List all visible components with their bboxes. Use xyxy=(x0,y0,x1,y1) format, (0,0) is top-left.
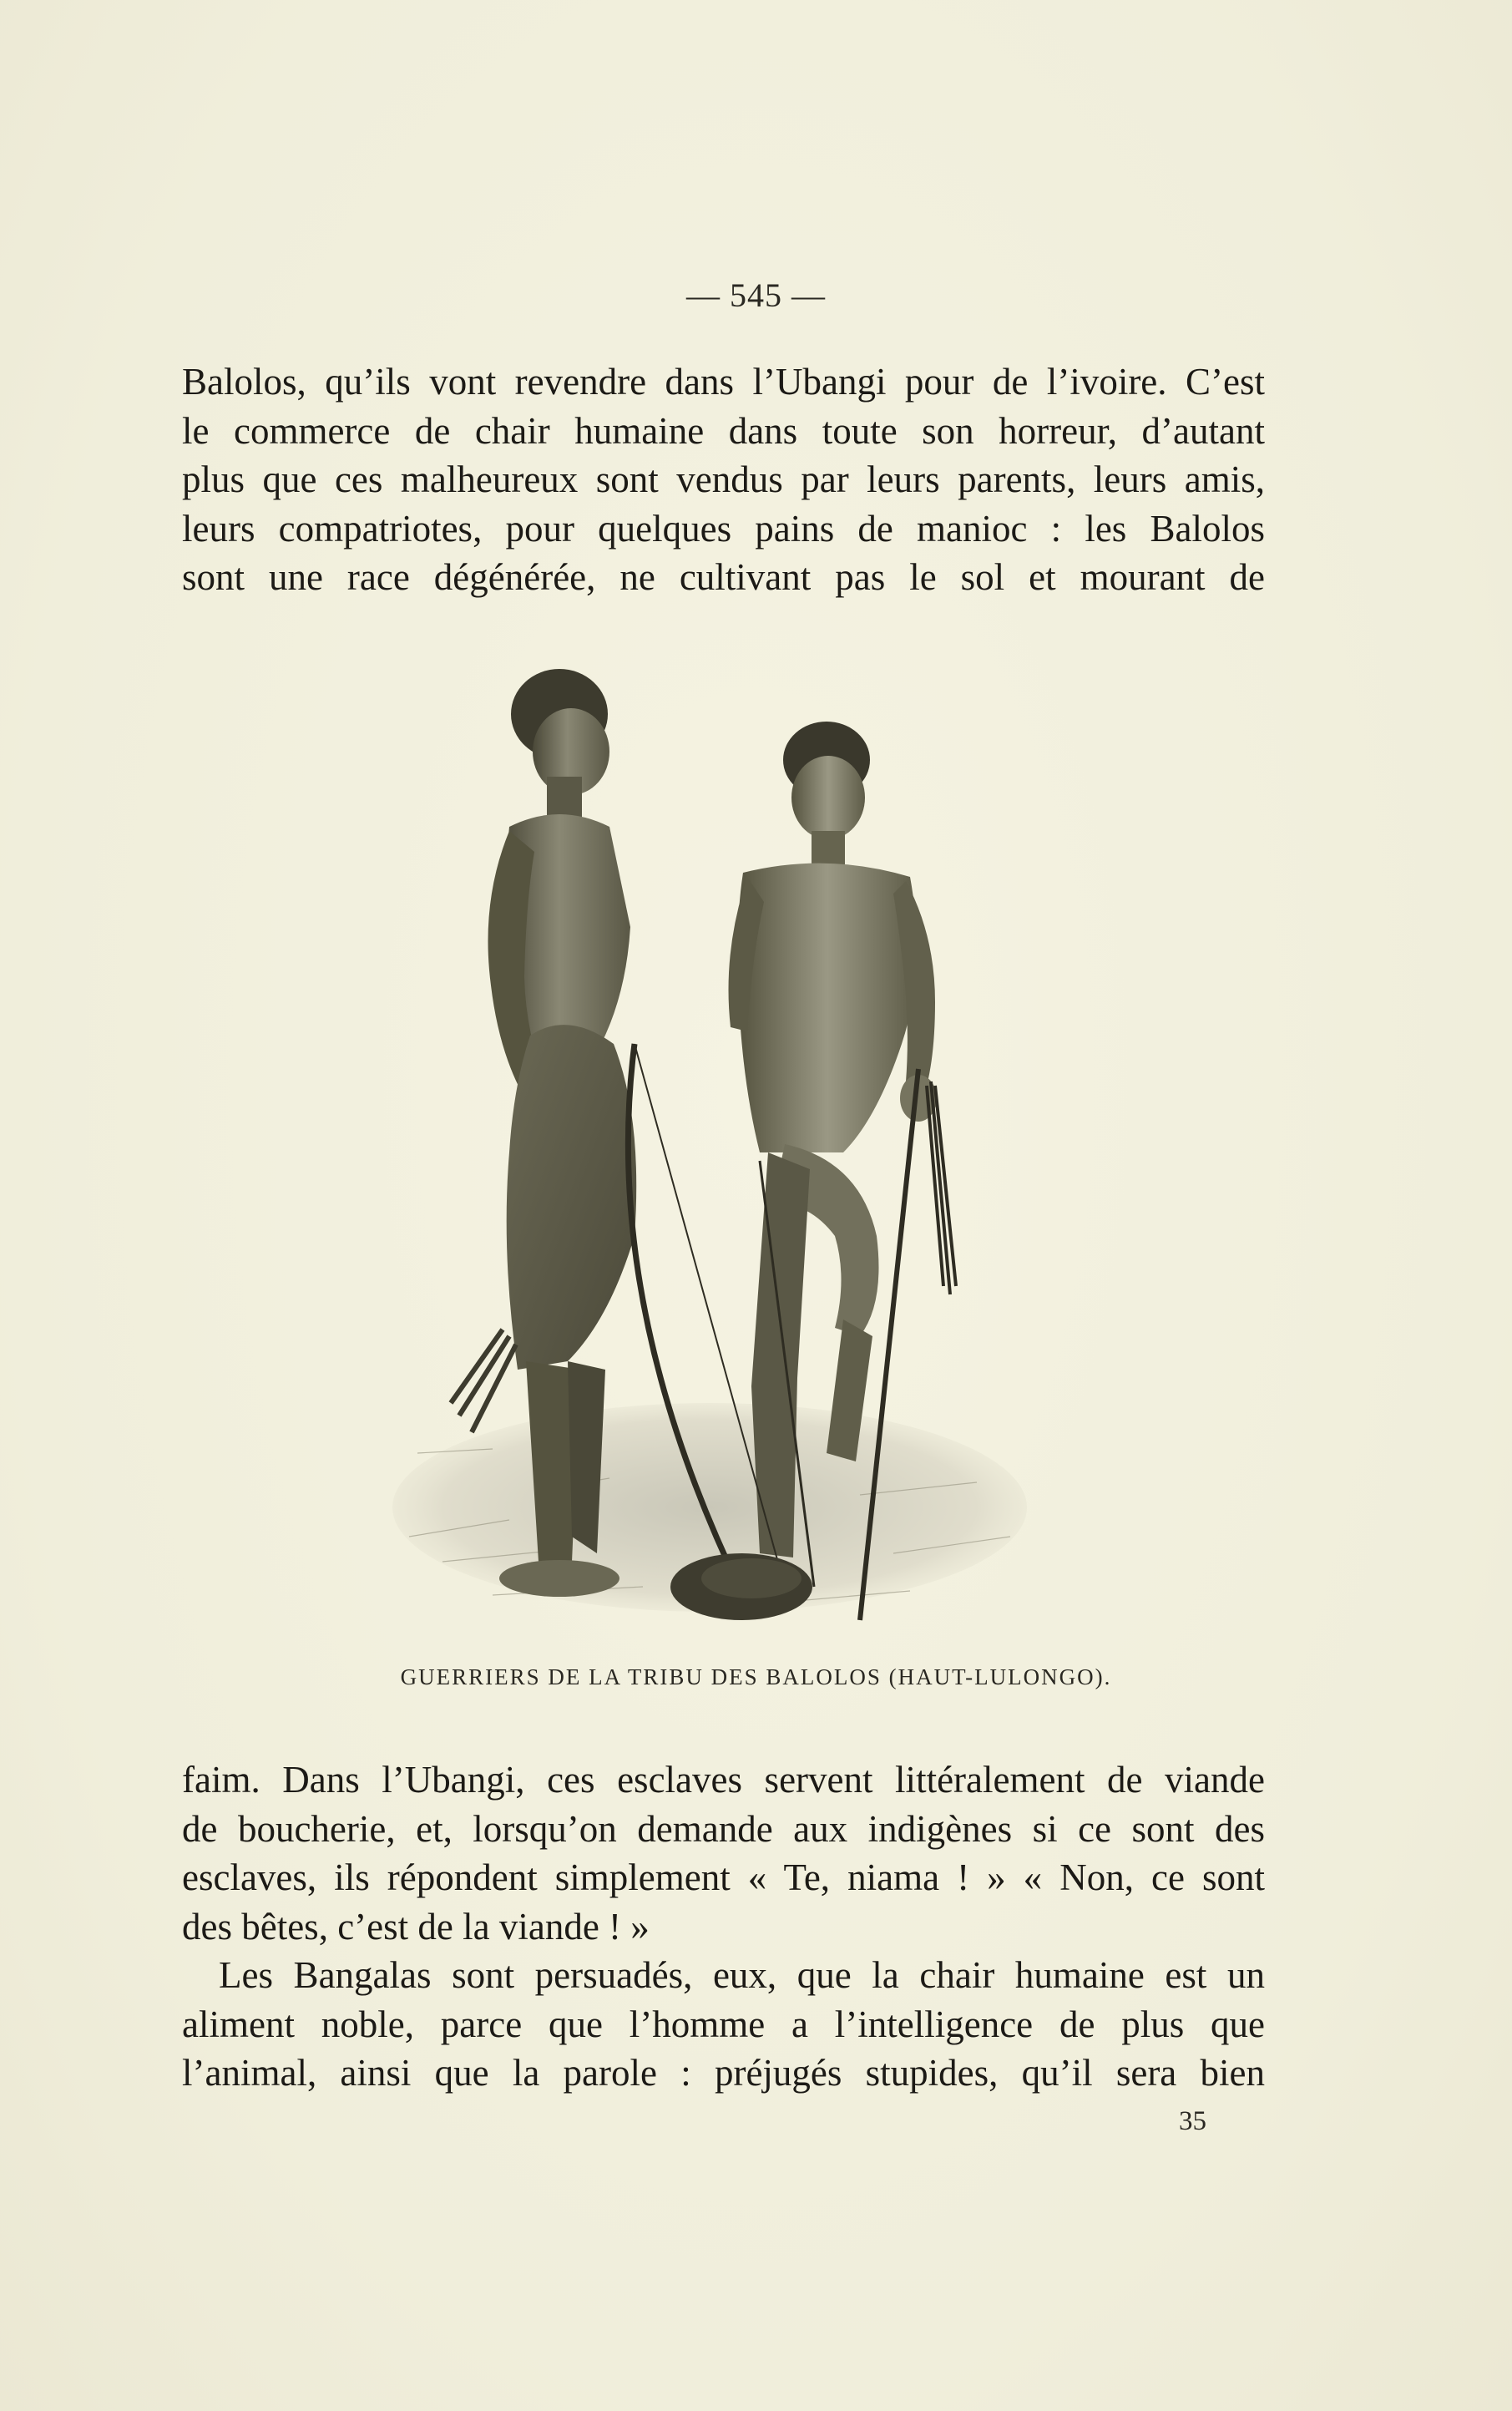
paragraph-bottom xyxy=(182,1755,1265,2098)
paragraph-top xyxy=(182,357,1265,602)
text-line: des bêtes, c’est de la viande ! » xyxy=(182,1905,650,1948)
text-line: Les Bangalas sont persuadés, eux, que la chair humaine est un xyxy=(219,1954,1265,1996)
figure-caption: GUERRIERS DE LA TRIBU DES BALOLOS (HAUT-LULONGO). xyxy=(400,1664,1112,1689)
text-line: l’animal, ainsi que la parole : préjugés stupides, qu’il sera bien xyxy=(182,2052,1265,2094)
photograph-balolos-warriors xyxy=(392,651,1027,1654)
text-line: le commerce de chair humaine dans toute son horreur, d’autant xyxy=(182,409,1265,452)
text-line: aliment noble, parce que l’homme a l’intelligence de plus que xyxy=(182,2003,1265,2045)
text-line: faim. Dans l’Ubangi, ces esclaves servent littéralement de viande xyxy=(182,1759,1265,1801)
text-line: Balolos, qu’ils vont revendre dans l’Ubangi pour de l’ivoire. C’est xyxy=(182,361,1265,403)
text-line: leurs compatriotes, pour quelques pains de manioc : les Balolos xyxy=(182,507,1265,550)
text-line: de boucherie, et, lorsqu’on demande aux indigènes si ce sont des xyxy=(182,1807,1265,1850)
page-number: — 545 — xyxy=(686,276,826,314)
signature-mark: 35 xyxy=(1179,2106,1206,2136)
text-line: plus que ces malheureux sont vendus par leurs parents, leurs amis, xyxy=(182,458,1265,500)
text-line: sont une race dégénérée, ne cultivant pas le sol et mourant de xyxy=(182,556,1265,598)
text-line: esclaves, ils répondent simplement « Te, niama ! » « Non, ce sont xyxy=(182,1856,1265,1898)
